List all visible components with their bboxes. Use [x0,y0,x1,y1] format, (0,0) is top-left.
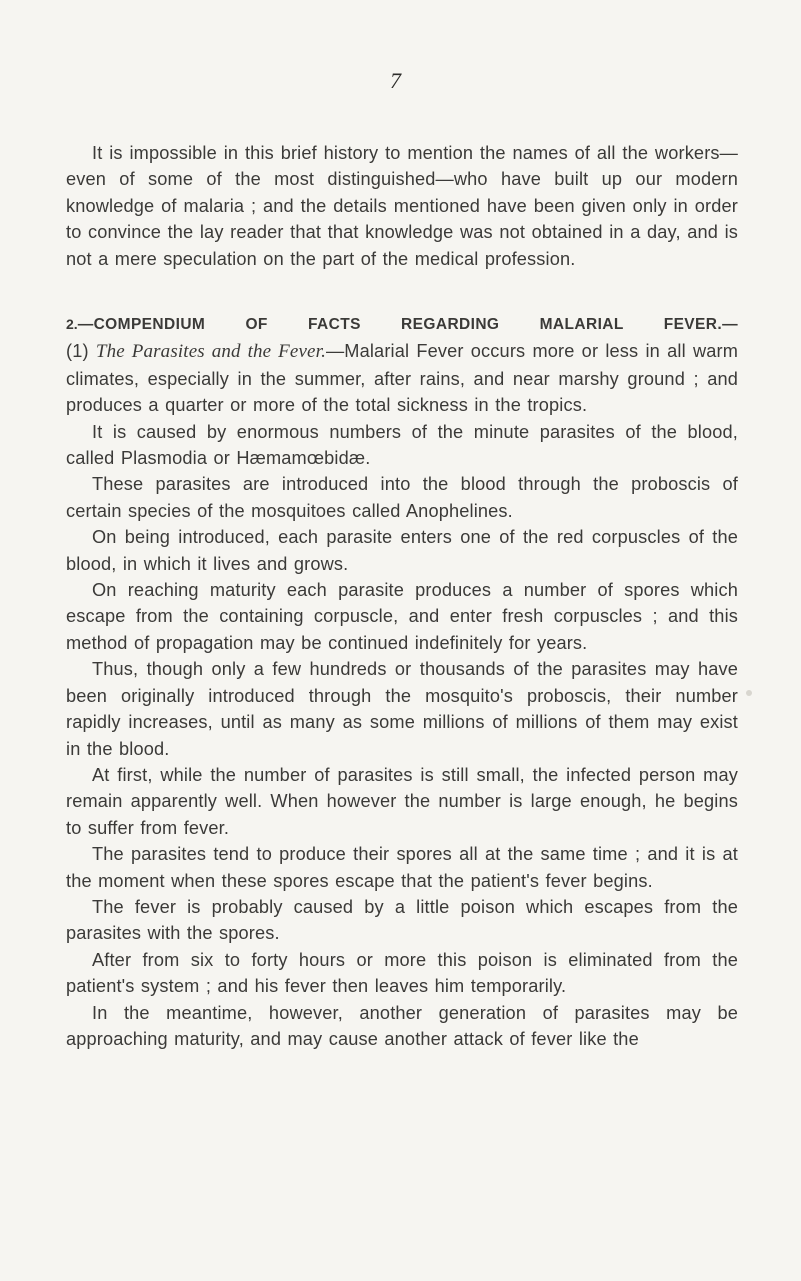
section-number: 2. [66,316,78,332]
body-paragraph: These parasites are introduced into the blood through the proboscis of certain species of the mosquitoes called Anophelines. [66,474,738,521]
body-paragraph: On being introduced, each parasite enters one of the red corpuscles of the blood, in which it lives and grows. [66,527,738,574]
subsection-first-paragraph [66,338,738,418]
subsection-first-text: —Malarial Fever occurs more or less in all warm climates, especially in the summer, after rains, and near marshy ground ; and produces a quarter or more of the total sickness in the tropics. [66,341,739,416]
subsection-number: (1) [66,341,89,362]
compendium-section [66,310,738,1052]
body-paragraph: On reaching maturity each parasite produces a number of spores which escape from the containing corpuscle, and enter fresh corpuscles ; and this method of propagation may be continued indefinitely for years. [66,580,738,653]
body-paragraph: In the meantime, however, another generation of parasites may be approaching maturity, and may cause another attack of fever like the [66,1002,738,1049]
body-paragraph: Thus, though only a few hundreds or thousands of the parasites may have been originally introduced through the mosquito's proboscis, their number rapidly increases, until as many as some millions of millions of them may exist in the blood. [66,659,738,759]
body-paragraph: At first, while the number of parasites is still small, the infected person may remain apparently well. When however the number is large enough, he begins to suffer from fever. [66,764,738,838]
body-paragraph: After from six to forty hours or more this poison is eliminated from the patient's system ; and his fever then leaves him temporarily. [66,949,738,997]
section-heading [66,310,738,338]
intro-paragraph: It is impossible in this brief history to mention the names of all the workers—even of some of the most distinguished—who have built up our modern knowledge of malaria ; and the details mentioned have been given only in order to convince the lay reader that that knowledge was not obtained in a day, and is not a mere speculation on the part of the medical profession. [66,143,738,269]
body-paragraph: It is caused by enormous numbers of the minute parasites of the blood, called Plasmodia or Hæmamœbidæ. [66,421,738,469]
body-paragraph: The parasites tend to produce their spores all at the same time ; and it is at the moment when these spores escape that the patient's fever begins. [66,844,738,891]
page-number: 7 [390,68,401,93]
paper-speck [746,690,752,696]
section-title: —COMPENDIUM OF FACTS REGARDING MALARIAL FEVER.— [77,316,738,333]
subsection-title: The Parasites and the Fever. [95,341,326,363]
intro-section [66,140,738,272]
body-paragraph: The fever is probably caused by a little poison which escapes from the parasites with the spores. [66,896,738,944]
